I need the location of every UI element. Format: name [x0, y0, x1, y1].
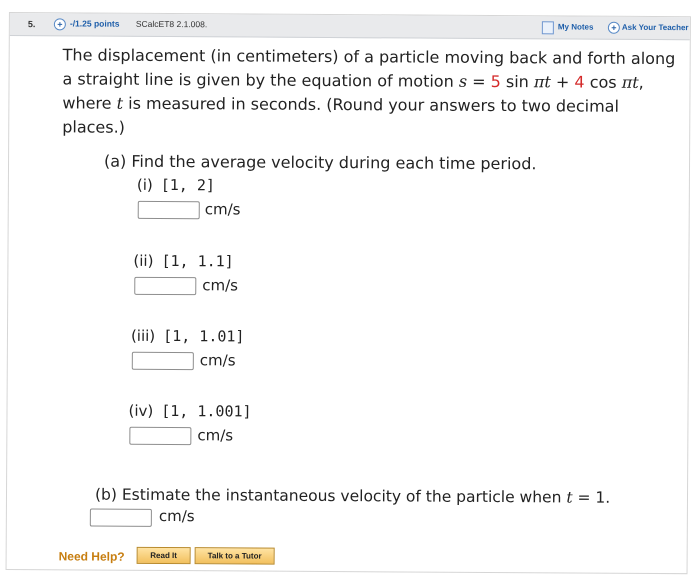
prompt-line-1: The displacement (in centimeters) of a particle moving back and forth along — [62, 45, 676, 69]
variable-s: s — [458, 71, 468, 91]
answer-input-a-i[interactable] — [138, 201, 200, 219]
question-prompt — [62, 43, 688, 143]
coefficient-cos: 4 — [574, 72, 585, 92]
talk-to-tutor-button[interactable]: Talk to a Tutor — [195, 547, 275, 564]
answer-input-a-iv[interactable] — [129, 427, 191, 445]
part-a-iv-label: (iv) [1, 1.001] — [128, 401, 252, 421]
ask-teacher-link[interactable]: Ask Your Teacher — [621, 22, 689, 33]
question-code: SCalcET8 2.1.008. — [135, 18, 208, 30]
expand-plus-icon[interactable]: + — [54, 18, 66, 30]
question-card — [6, 12, 691, 574]
need-help-label: Need Help? — [58, 549, 125, 564]
part-a-iii-label: (iii) [1, 1.01] — [130, 326, 245, 346]
ask-teacher-plus-icon[interactable]: + — [608, 22, 620, 34]
question-header — [10, 13, 690, 40]
part-a-ii-label: (ii) [1, 1.1] — [133, 251, 234, 271]
answer-input-a-ii[interactable] — [134, 277, 196, 295]
notes-icon[interactable] — [542, 21, 554, 34]
unit-a-i: cm/s — [204, 200, 241, 219]
prompt-line-3: where t is measured in seconds. (Round your answers to two decimal — [62, 93, 620, 116]
points-label: -/1.25 points — [69, 18, 120, 29]
prompt-line-2: a straight line is given by the equation of motion s = 5 sin πt + 4 cos πt, — [62, 69, 644, 92]
part-b-label: (b) Estimate the instantaneous velocity of the particle when t = 1. — [94, 485, 611, 507]
prompt-line-4: places.) — [62, 117, 126, 137]
unit-a-iv: cm/s — [197, 426, 234, 445]
unit-a-iii: cm/s — [199, 351, 236, 370]
unit-b: cm/s — [158, 506, 195, 526]
answer-input-b[interactable] — [90, 509, 152, 527]
part-a-label: (a) Find the average velocity during each time period. — [103, 151, 537, 174]
part-a-i-label: (i) [1, 2] — [136, 175, 216, 195]
question-page — [0, 4, 691, 573]
answer-input-a-iii[interactable] — [132, 352, 194, 370]
my-notes-link[interactable]: My Notes — [557, 22, 594, 32]
unit-a-ii: cm/s — [202, 276, 239, 295]
read-it-button[interactable]: Read It — [137, 547, 191, 564]
question-number: 5. — [27, 19, 36, 30]
coefficient-sin: 5 — [490, 71, 501, 92]
